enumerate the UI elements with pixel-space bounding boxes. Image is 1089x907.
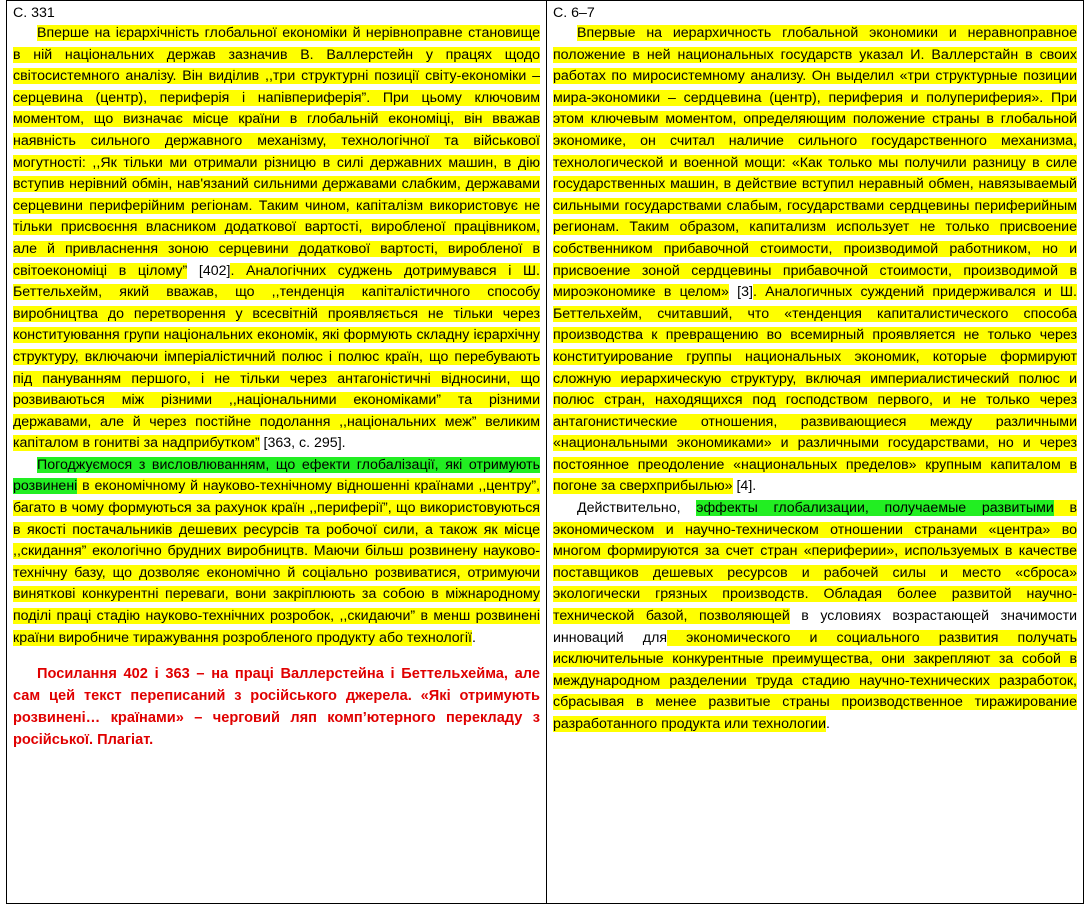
left-p1-ref: [402] xyxy=(187,262,231,279)
right-p2-green: эффекты глобализации, получаемые развитыми xyxy=(696,500,1054,517)
right-paragraph-1 xyxy=(553,23,1077,498)
comparison-table xyxy=(6,0,1084,904)
right-p2-unhighlighted: в условиях возрастающей значимости инноваций для xyxy=(553,608,1078,646)
right-p1-ref: [3] xyxy=(728,284,753,301)
left-p2-end: . xyxy=(471,629,476,646)
right-p2-final: . xyxy=(826,716,830,732)
ukrainian-column xyxy=(7,1,547,903)
left-p1b-end: . xyxy=(341,435,346,452)
right-paragraph-2 xyxy=(553,498,1077,736)
right-p1b-text: . Аналогичных суждений придерживался и Ш. Беттельхейм, считавший, что «тенденция капиталистического способа производства к превращению во всемирный проявляется не только через конституирование группы национальных экономик, которые формируют сложную иерархическую структуру, включая империалистический полюс и полюс стран, находящихся под господством первого, и не только через антагонистические отношения, развивающиеся между различными «национальными экономиками» и различными государствами, но и через постоянное преодоление «национальных пределов» крупным капиталом в погоне за сверхприбылью» xyxy=(553,284,1077,495)
left-p1b-text: . Аналогічних суджень дотримувався і Ш. Беттельхейм, який вважав, що ,,тенденція капіталістичного способу виробництва до перетворення у всесвітній проявляється не тільки через конституювання групи національних економік, які формують складну ієрархічну структуру, включаючи імперіалістичний полюс і полюс країн, що перебувають під пануванням першого, і не тільки через антагоністичні відносини, що розвиваються між різними ,,національними економіками” та різними державами, але й через постійне подолання ,,національних меж” великим капіталом в гонитві за надприбутком” xyxy=(13,262,540,452)
right-p1b-end: . xyxy=(752,478,757,495)
right-p1-text: Впервые на иерархичность глобальной экономики и неравноправное положение в ней национальных государств указал И. Валлерстайн в своих работах по миросистемному анализу. Он выделил «три структурные позиции мира-экономики – сердцевина (центр), периферия и полупериферия». При этом ключевым моментом, определяющим положение страны в глобальной экономике, он считал наличие сильного государственного механизма, технологической и военной мощи: «Как только мы получили разницу в силе государственных машин, в действие вступил неравный обмен, навязываемый сильными государствами слабым, государствами сердцевины периферийным регионам. Таким образом, капитализм использует не только присвоение собственником прибавочной стоимости, производимой работником, но и присвоение зоной сердцевины прибавочной стоимости, производимой в мироэкономике в целом» xyxy=(553,25,1077,301)
left-p2-text: в економічному й науково-технічному відношенні країнами ,,центру”, багато в чому формуються за рахунок країн ,,периферії”, що використовуються в якості постачальників дешевих ресурсів та робочої сили, а також як місце ,,скидання” екологічно брудних виробництв. Маючи більш розвинену науково-технічну базу, що дозволяє економічно й соціально розвиватися, отримуючи виняткові конкурентні переваги, вони закріплюють за собою в міжнародному поділі праці стадію науково-технічних розробок, ,,скидаючи” в менш розвинені країни виробниче тиражування розробленого продукту або технології xyxy=(13,478,540,646)
left-p2-green: Погоджуємося з висловлюванням, що ефекти глобалізації, які отримують розвинені xyxy=(13,456,540,495)
russian-column xyxy=(547,1,1083,903)
plagiarism-note: Посилання 402 і 363 – на праці Валлерстейна і Беттельхейма, але сам цей текст переписаний з російського джерела. «Які отримують розвинені… країнами» – черговий ляп комп’ютерного перекладу з російської. Плагіат. xyxy=(13,666,540,749)
left-paragraph-2 xyxy=(13,455,540,649)
left-paragraph-1 xyxy=(13,23,540,455)
right-p1b-ref: [4] xyxy=(732,478,753,495)
right-page-ref: С. 6–7 xyxy=(553,5,595,21)
left-p1b-ref: [363, с. 295] xyxy=(259,435,342,452)
right-p2-text-end: экономического и социального развития получать исключительные конкурентные преимущества, они закрепляют за собой в международном разделении труда стадию научно-технических разработок, сбрасывая в менее развитые страны производственное тиражирование разработанного продукта или технологии xyxy=(553,629,1077,732)
left-p1-text: Вперше на ієрархічність глобальної економіки й нерівноправне становище в ній національних держав зазначив В. Валлерстейн у працях щодо світосистемного аналізу. Він виділив ,,три структурні позиції світу-економіки – серцевина (центр), периферія і напівпериферія”. При цьому ключовим моментом, що визначає місце країни в глобальній економіці, він вважав наявність сильного державного механізму, технологічної та військової могутності: ,,Як тільки ми отримали різницю в силі державних машин, в дію вступив нерівний обмін, нав'язаний сильними державами слабким, державами серцевини периферійним регіонам. Таким чином, капіталізм використовує не тільки присвоєння власником додаткової вартості, виробленої працівником, але й привласнення зоною серцевини додаткової вартості, виробленої в світоекономіці в цілому” xyxy=(13,25,540,279)
right-p2-start: Действительно, xyxy=(577,500,697,517)
left-page-ref: С. 331 xyxy=(13,5,55,21)
right-p2-text: в экономическом и научно-техническом отношении странами «центра» во многом формируются за счет стран «периферии», используемых в качестве поставщиков дешевых ресурсов и рабочей силы и место «сброса» экологически грязных производств. Обладая более развитой научно-технической базой, позволяющей xyxy=(553,500,1078,625)
